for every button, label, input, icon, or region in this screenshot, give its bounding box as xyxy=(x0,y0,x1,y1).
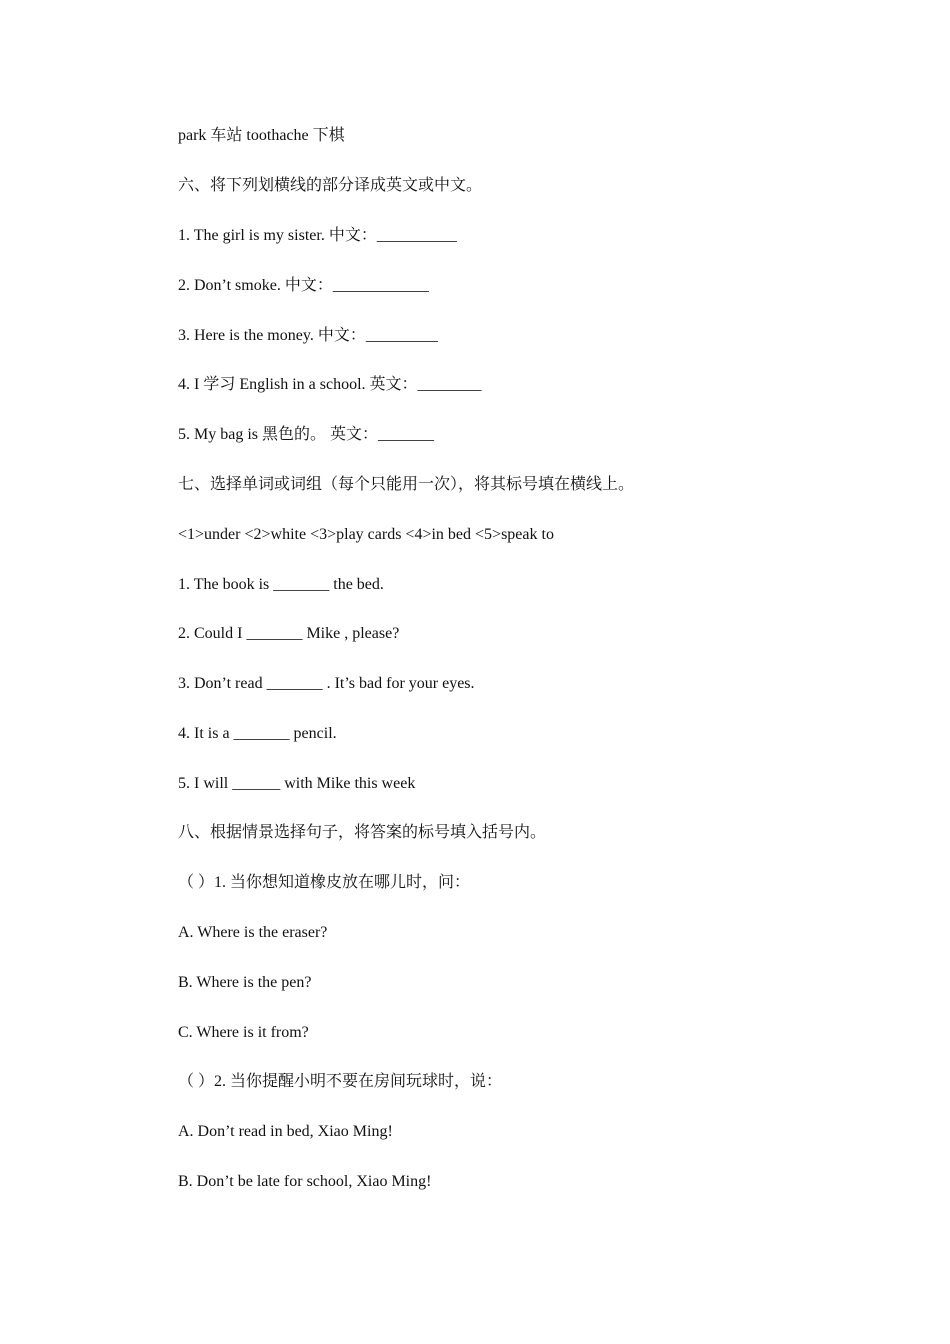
section-6-item-3: 3. Here is the money. 中文：_________ xyxy=(178,327,438,344)
section-7-heading: 七、选择单词或词组（每个只能用一次），将其标号填在横线上。 xyxy=(178,476,635,493)
section-8-heading: 八、根据情景选择句子，将答案的标号填入括号内。 xyxy=(178,824,547,841)
section-7-word-bank: <1>under <2>white <3>play cards <4>in bed <5>speak to xyxy=(178,526,554,543)
section-6-item-4: 4. I 学习 English in a school. 英文：________ xyxy=(178,376,482,393)
section-8-q1-option-b: B. Where is the pen? xyxy=(178,974,312,991)
section-6-item-1: 1. The girl is my sister. 中文：__________ xyxy=(178,227,457,244)
section-7-item-2: 2. Could I _______ Mike , please? xyxy=(178,625,400,642)
section-8-q2-option-b: B. Don’t be late for school, Xiao Ming! xyxy=(178,1173,432,1190)
section-8-question-1: （ ）1. 当你想知道橡皮放在哪儿时，问： xyxy=(178,874,471,891)
section-6-heading: 六、将下列划横线的部分译成英文或中文。 xyxy=(178,177,483,194)
section-7-item-4: 4. It is a _______ pencil. xyxy=(178,725,337,742)
section-7-item-3: 3. Don’t read _______ . It’s bad for your eyes. xyxy=(178,675,475,692)
section-6-item-2: 2. Don’t smoke. 中文：____________ xyxy=(178,277,429,294)
vocab-words-line: park 车站 toothache 下棋 xyxy=(178,127,345,144)
section-6-item-5: 5. My bag is 黑色的。 英文：_______ xyxy=(178,426,435,443)
section-8-q2-option-a: A. Don’t read in bed, Xiao Ming! xyxy=(178,1123,393,1140)
section-8-q1-option-a: A. Where is the eraser? xyxy=(178,924,328,941)
section-8-question-2: （ ）2. 当你提醒小明不要在房间玩球时，说： xyxy=(178,1073,503,1090)
section-7-item-5: 5. I will ______ with Mike this week xyxy=(178,775,416,792)
section-8-q1-option-c: C. Where is it from? xyxy=(178,1024,309,1041)
section-7-item-1: 1. The book is _______ the bed. xyxy=(178,576,384,593)
